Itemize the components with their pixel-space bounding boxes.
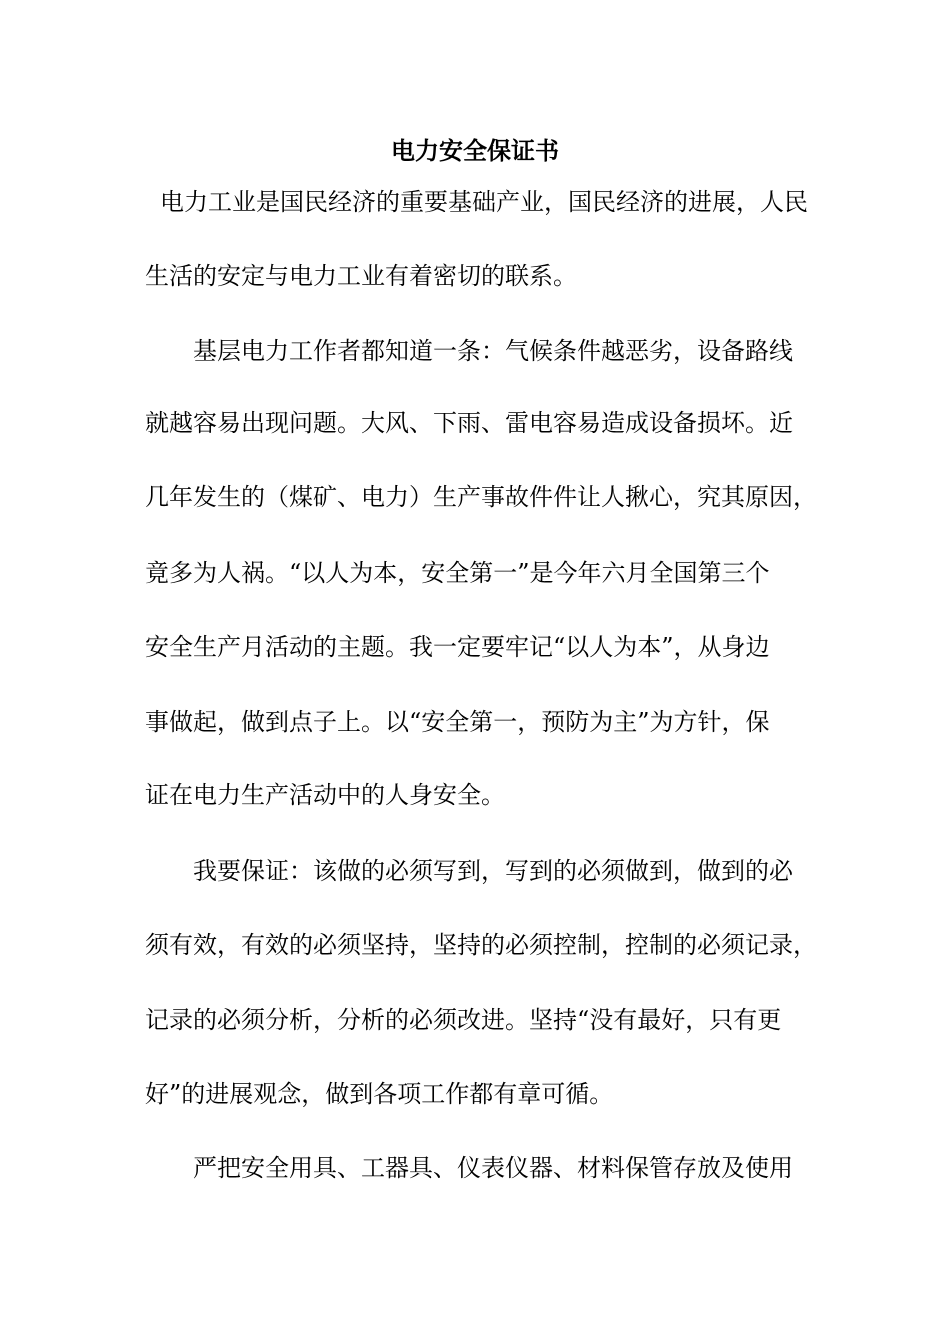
paragraph-2-line-4: 竟多为人祸。“以人为本，安全第一”是今年六月全国第三个 xyxy=(145,559,770,587)
paragraph-2-line-5: 安全生产月活动的主题。我一定要牢记“以人为本”，从身边 xyxy=(145,633,770,661)
paragraph-2-line-3: 几年发生的（煤矿、电力）生产事故件件让人揪心，究其原因， xyxy=(145,483,817,511)
paragraph-1-line-1: 电力工业是国民经济的重要基础产业，国民经济的进展，人民 xyxy=(160,188,808,216)
paragraph-2-line-2: 就越容易出现问题。大风、下雨、雷电容易造成设备损坏。近 xyxy=(145,409,793,437)
paragraph-3-line-1: 我要保证：该做的必须写到，写到的必须做到，做到的必 xyxy=(193,857,793,885)
paragraph-3-line-3: 记录的必须分析，分析的必须改进。坚持“没有最好，只有更 xyxy=(145,1006,782,1034)
paragraph-1-line-2: 生活的安定与电力工业有着密切的联系。 xyxy=(145,262,577,290)
paragraph-4-line-1: 严把安全用具、工器具、仪表仪器、材料保管存放及使用 xyxy=(193,1154,793,1182)
paragraph-3-line-4: 好”的进展观念，做到各项工作都有章可循。 xyxy=(145,1080,614,1108)
paragraph-2-line-7: 证在电力生产活动中的人身安全。 xyxy=(145,781,505,809)
document-title: 电力安全保证书 xyxy=(391,136,559,165)
paragraph-2-line-1: 基层电力工作者都知道一条：气候条件越恶劣，设备路线 xyxy=(193,337,793,365)
paragraph-3-line-2: 须有效，有效的必须坚持，坚持的必须控制，控制的必须记录， xyxy=(145,931,817,959)
paragraph-2-line-6: 事做起，做到点子上。以“安全第一，预防为主”为方针，保 xyxy=(145,708,770,736)
